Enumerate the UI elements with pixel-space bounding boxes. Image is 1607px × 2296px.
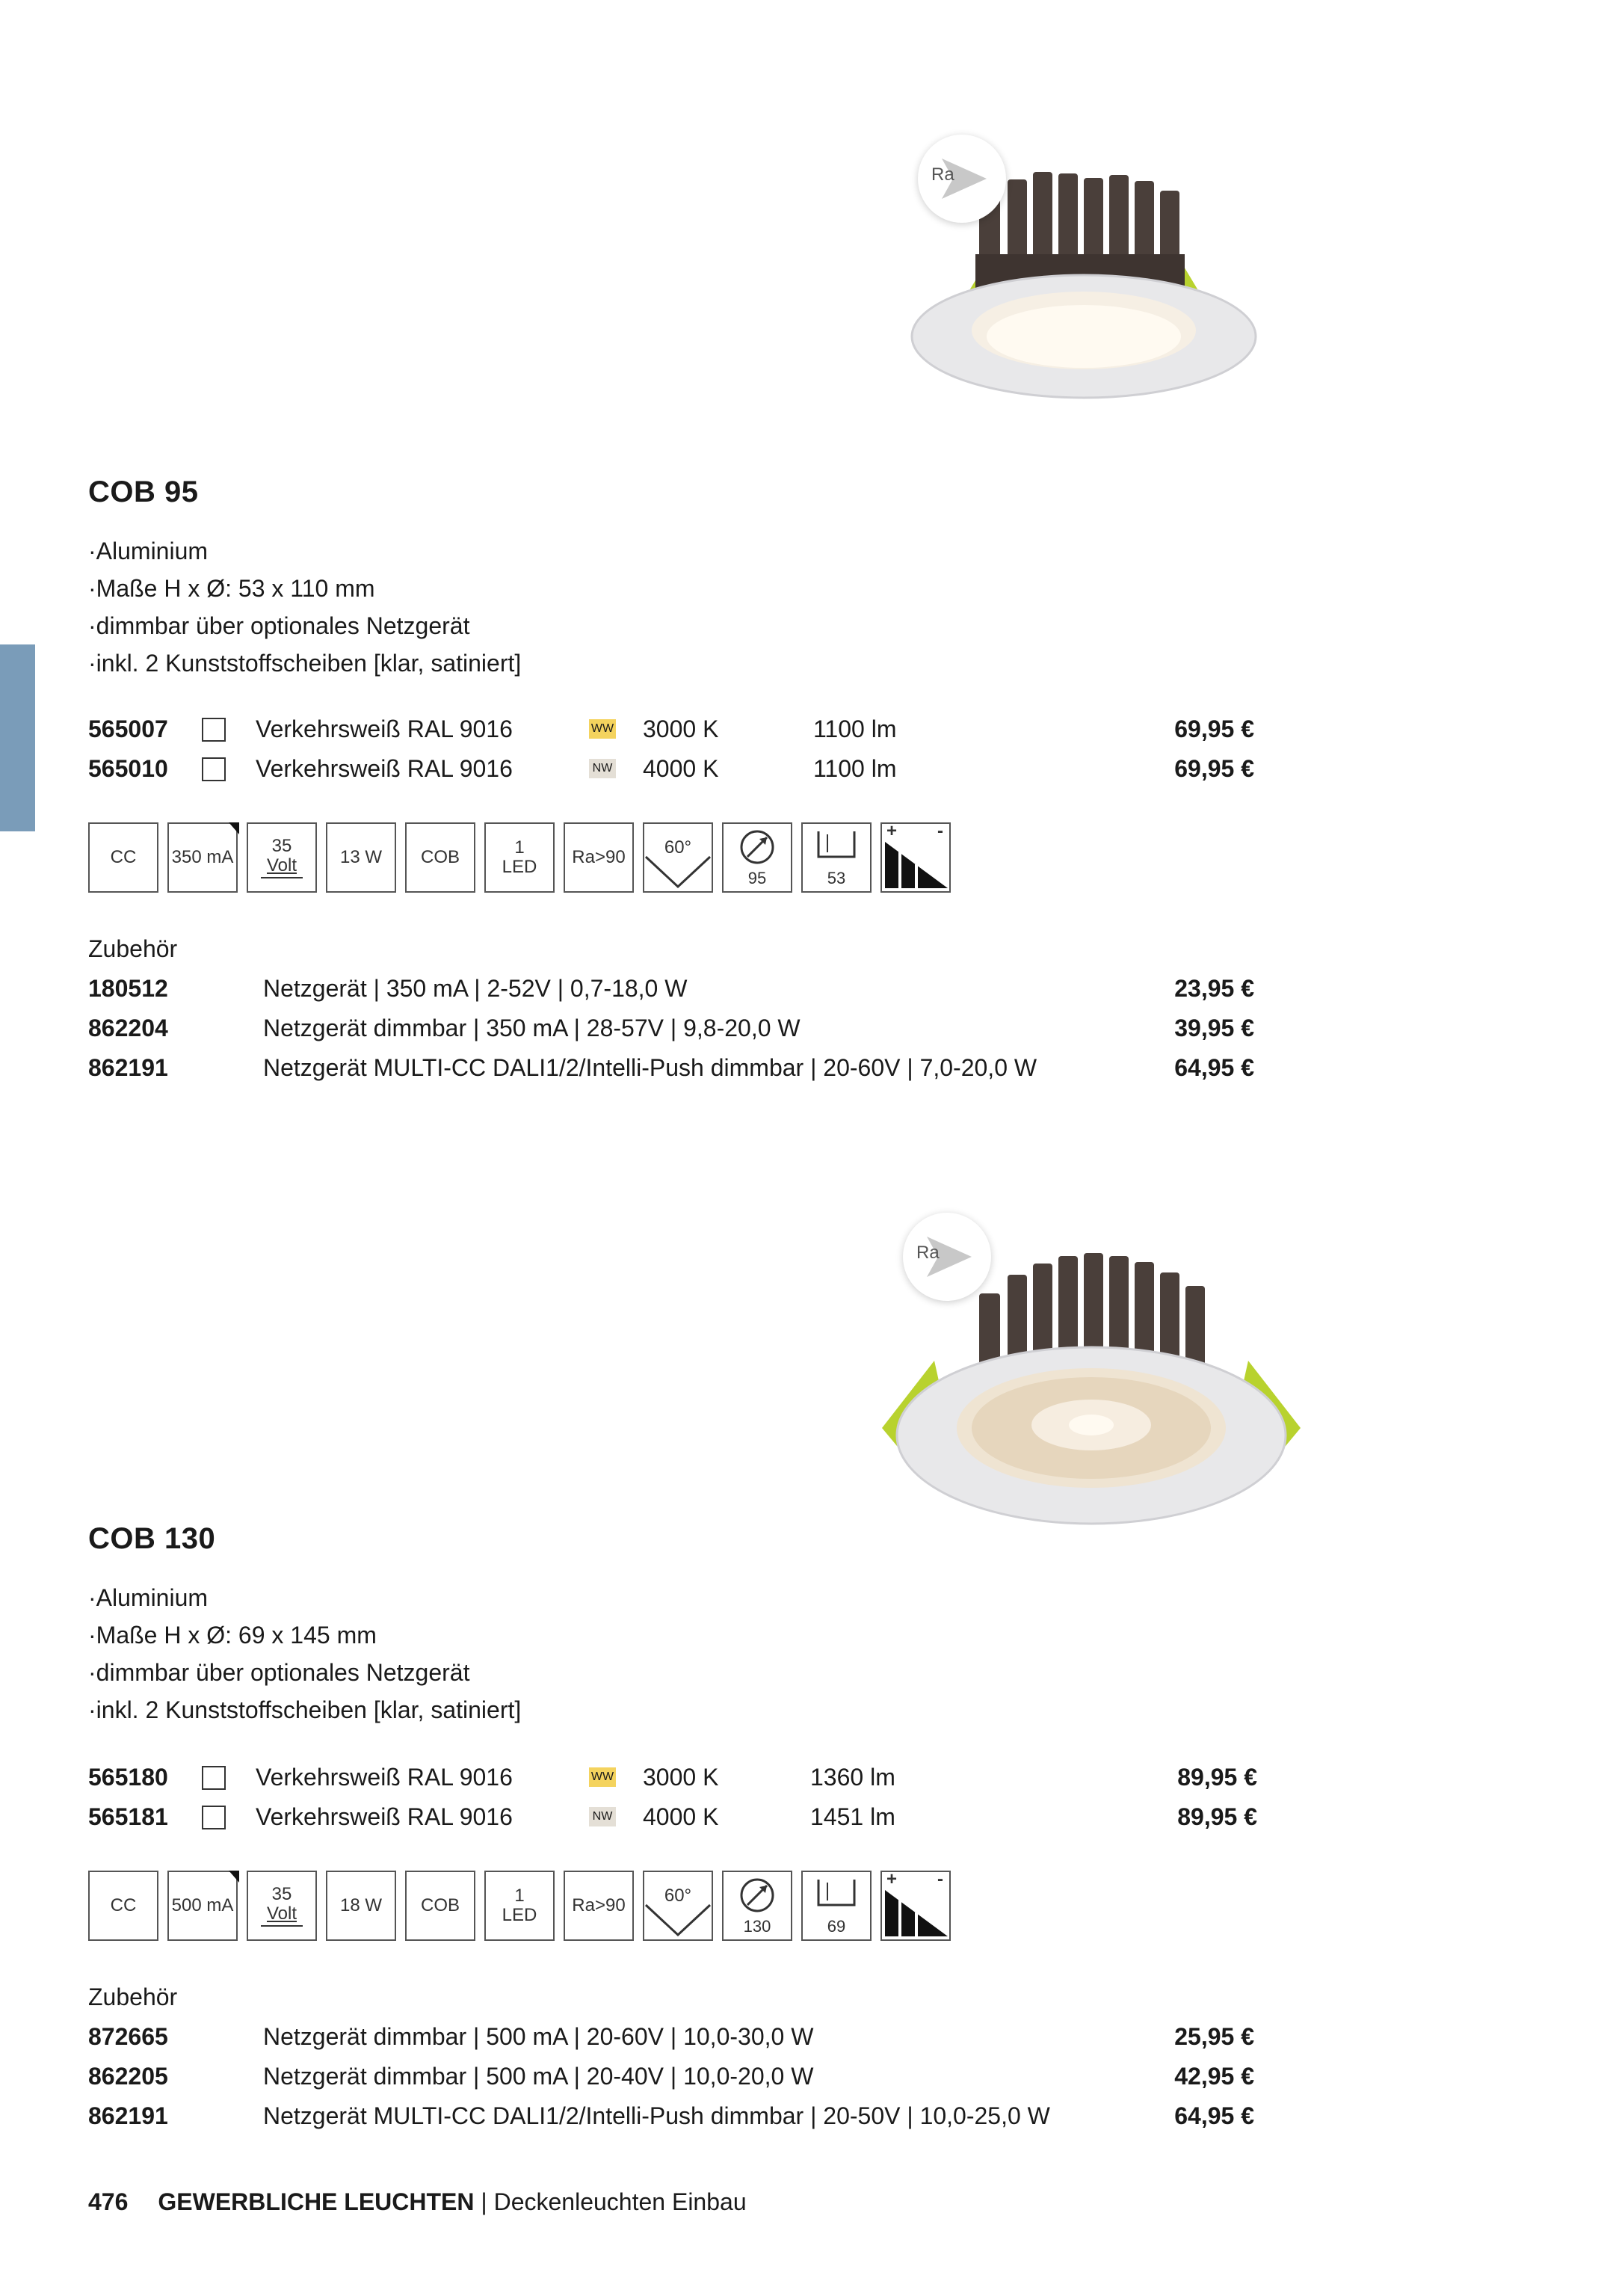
luminous-flux: 1451 lm <box>810 1803 895 1830</box>
article-number: 862205 <box>88 2063 168 2090</box>
article-number: 862191 <box>88 1054 168 1081</box>
wattage-icon: 18 W <box>326 1871 396 1941</box>
light-color-badge: WW <box>589 719 616 739</box>
voltage-label: Volt <box>266 855 297 875</box>
light-color-badge: NW <box>589 1807 616 1826</box>
feature-item: · inkl. 2 Kunststoffscheiben [klar, satiniert] <box>88 1691 521 1729</box>
color-temperature: 3000 K <box>643 1764 719 1791</box>
price: 39,95 € <box>1174 1015 1254 1041</box>
cob-icon: COB <box>405 822 475 893</box>
accessory-row <box>88 969 1254 1008</box>
color-rendering-icon: Ra>90 <box>564 822 634 893</box>
page-footer <box>88 2183 747 2220</box>
feature-item: · Aluminium <box>88 532 521 570</box>
feature-item: · Maße H x Ø: 53 x 110 mm <box>88 570 521 607</box>
cc-icon: CC <box>88 1871 158 1941</box>
accessory-description: Netzgerät | 350 mA | 2-52V | 0,7-18,0 W <box>263 975 688 1002</box>
feature-item: · inkl. 2 Kunststoffscheiben [klar, satiniert] <box>88 644 521 682</box>
feature-list <box>88 532 521 682</box>
order-checkbox[interactable] <box>202 757 226 781</box>
wattage-icon: 13 W <box>326 822 396 893</box>
depth-icon <box>801 822 872 893</box>
page-number: 476 <box>88 2188 129 2215</box>
accessories-heading: Zubehör <box>88 935 178 962</box>
color-name: Verkehrsweiß RAL 9016 <box>256 715 513 742</box>
luminous-flux: 1100 lm <box>813 755 897 782</box>
dimmable-icon: + - <box>880 822 951 893</box>
beam-angle-icon: 60° <box>643 1871 713 1941</box>
feature-item: · Maße H x Ø: 69 x 145 mm <box>88 1616 521 1654</box>
accessory-row <box>88 2057 1254 2096</box>
variant-row <box>88 1758 1257 1796</box>
article-number: 872665 <box>88 2023 168 2050</box>
cutout-icon <box>722 822 792 893</box>
order-checkbox[interactable] <box>202 1806 226 1829</box>
variant-row <box>88 750 1254 787</box>
article-number: 565010 <box>88 755 168 782</box>
order-checkbox[interactable] <box>202 1766 226 1790</box>
section-color-tab <box>0 644 35 831</box>
price: 64,95 € <box>1174 1054 1254 1081</box>
ra-badge-text: Ra <box>916 1243 940 1263</box>
depth-value: 53 <box>827 869 846 887</box>
accessory-row <box>88 2096 1254 2135</box>
product-title: COB 130 <box>88 1522 216 1555</box>
price: 69,95 € <box>1174 715 1254 742</box>
subsection-name: Deckenleuchten Einbau <box>493 2188 747 2215</box>
accessories-heading: Zubehör <box>88 1983 178 2010</box>
voltage-label: Volt <box>266 1903 297 1924</box>
light-color-badge: WW <box>589 1767 616 1787</box>
price: 64,95 € <box>1174 2102 1254 2129</box>
color-name: Verkehrsweiß RAL 9016 <box>256 1803 513 1830</box>
depth-icon <box>801 1871 872 1941</box>
led-count-value: 1 <box>514 1886 525 1906</box>
voltage-value: 35 <box>271 836 292 856</box>
color-name: Verkehrsweiß RAL 9016 <box>256 1764 513 1791</box>
feature-list <box>88 1579 521 1729</box>
luminous-flux: 1100 lm <box>813 715 897 742</box>
ra-badge <box>903 1213 991 1301</box>
accessory-description: Netzgerät MULTI-CC DALI1/2/Intelli-Push dimmbar | 20-50V | 10,0-25,0 W <box>263 2102 1050 2129</box>
current-icon: 350 mA <box>167 822 238 893</box>
current-icon: 500 mA <box>167 1871 238 1941</box>
product-title: COB 95 <box>88 475 199 508</box>
voltage-icon <box>247 822 317 893</box>
accessory-description: Netzgerät dimmbar | 500 mA | 20-40V | 10,0-20,0 W <box>263 2063 814 2090</box>
voltage-value: 35 <box>271 1884 292 1904</box>
voltage-icon <box>247 1871 317 1941</box>
article-number: 565181 <box>88 1803 168 1830</box>
price: 23,95 € <box>1174 975 1254 1002</box>
ra-badge <box>918 135 1006 223</box>
price: 89,95 € <box>1177 1764 1257 1791</box>
order-checkbox[interactable] <box>202 718 226 742</box>
depth-value: 69 <box>827 1917 846 1936</box>
price: 42,95 € <box>1174 2063 1254 2090</box>
dimmable-icon: + - <box>880 1871 951 1941</box>
accessory-description: Netzgerät dimmbar | 500 mA | 20-60V | 10,0-30,0 W <box>263 2023 814 2050</box>
color-temperature: 4000 K <box>643 755 719 782</box>
price: 25,95 € <box>1174 2023 1254 2050</box>
variant-row <box>88 710 1254 748</box>
cutout-value: 95 <box>747 869 767 887</box>
accessory-row <box>88 1009 1254 1047</box>
accessory-description: Netzgerät MULTI-CC DALI1/2/Intelli-Push dimmbar | 20-60V | 7,0-20,0 W <box>263 1054 1037 1081</box>
feature-item: · dimmbar über optionales Netzgerät <box>88 1654 521 1691</box>
accessory-description: Netzgerät dimmbar | 350 mA | 28-57V | 9,8-20,0 W <box>263 1015 801 1041</box>
beam-angle-icon: 60° <box>643 822 713 893</box>
feature-item: · dimmbar über optionales Netzgerät <box>88 607 521 644</box>
color-temperature: 3000 K <box>643 715 719 742</box>
luminous-flux: 1360 lm <box>810 1764 895 1791</box>
article-number: 862204 <box>88 1015 168 1041</box>
color-name: Verkehrsweiß RAL 9016 <box>256 755 513 782</box>
article-number: 565007 <box>88 715 168 742</box>
led-count-icon <box>484 1871 555 1941</box>
variant-row <box>88 1798 1257 1835</box>
accessory-row <box>88 2017 1254 2056</box>
footer-separator: | <box>481 2188 487 2215</box>
cutout-icon <box>722 1871 792 1941</box>
price: 89,95 € <box>1177 1803 1257 1830</box>
cc-icon: CC <box>88 822 158 893</box>
article-number: 180512 <box>88 975 168 1002</box>
color-temperature: 4000 K <box>643 1803 719 1830</box>
cob-icon: COB <box>405 1871 475 1941</box>
cutout-value: 130 <box>743 1917 771 1936</box>
section-name: GEWERBLICHE LEUCHTEN <box>158 2188 475 2215</box>
color-rendering-icon: Ra>90 <box>564 1871 634 1941</box>
price: 69,95 € <box>1174 755 1254 782</box>
light-color-badge: NW <box>589 759 616 778</box>
feature-item: · Aluminium <box>88 1579 521 1616</box>
led-count-value: 1 <box>514 837 525 858</box>
led-count-icon <box>484 822 555 893</box>
article-number: 565180 <box>88 1764 168 1791</box>
ra-badge-text: Ra <box>931 164 954 185</box>
led-label: LED <box>502 1905 537 1925</box>
article-number: 862191 <box>88 2102 168 2129</box>
led-label: LED <box>502 857 537 877</box>
accessory-row <box>88 1048 1254 1087</box>
